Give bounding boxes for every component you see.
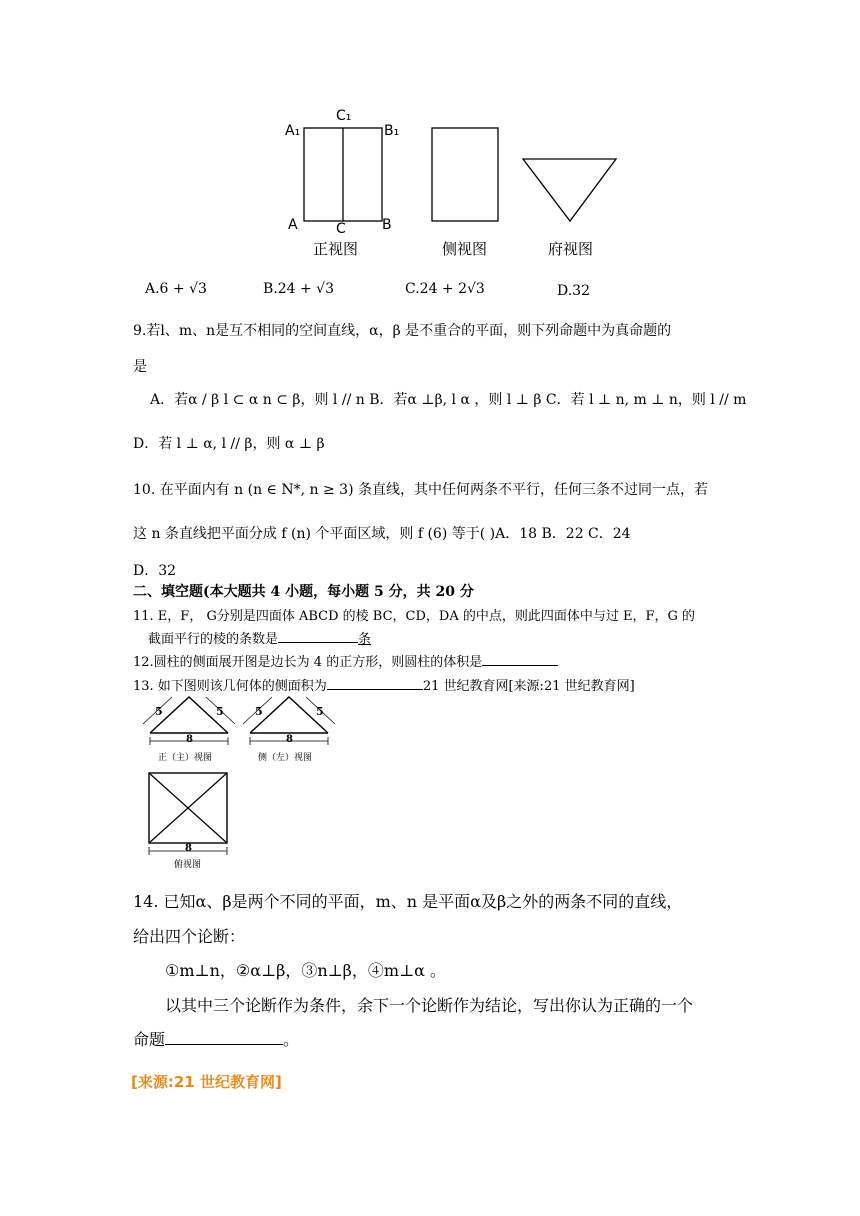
- top-view-label: 府视图: [548, 240, 594, 258]
- q9-option-d: D．若 l ⊥ α, l // β，则 α ⊥ β: [133, 436, 325, 452]
- q9-options-abc: A．若α / β l ⊂ α n ⊂ β，则 l // n B．若α ⊥β, l α ，则 l ⊥ β C．若 l ⊥ n, m ⊥ n，则 l // m: [150, 392, 747, 408]
- q13-side-caption: 侧（左）视图: [258, 753, 313, 763]
- q8-option-a: A.6 + √3: [145, 281, 207, 297]
- q13-front-dim-right: 5: [216, 705, 224, 718]
- q13-text: 13. 如下图则该几何体的侧面积为: [133, 679, 327, 694]
- q13-front-dim-base: 8: [186, 734, 193, 745]
- q10-line3: D．32: [133, 563, 177, 579]
- q14-line5-end: 。: [283, 1030, 300, 1049]
- source-tag: [来源:21 世纪教育网]: [131, 1073, 282, 1091]
- point-B: B: [382, 217, 392, 233]
- q9-stem-line2: 是: [133, 359, 147, 375]
- q14-line4: 以其中三个论断作为条件，余下一个论断作为结论，写出你认为正确的一个: [165, 996, 694, 1015]
- q10-line2: 这 n 条直线把平面分成 f (n) 个平面区域，则 f (6) 等于( )A．18 B．22 C．24: [133, 526, 631, 542]
- point-C1: C₁: [336, 108, 352, 124]
- q11-line1: 11. E，F， G分别是四面体 ABCD 的棱 BC，CD，DA 的中点，则此四面体中与过 E，F，G 的: [133, 609, 695, 624]
- point-C: C: [336, 221, 346, 237]
- q8-option-d: D.32: [557, 283, 590, 299]
- q8-option-b: B.24 + √3: [263, 281, 335, 297]
- section2-title: 二、填空题(本大题共 4 小题，每小题 5 分，共 20 分: [133, 584, 474, 600]
- point-B1: B₁: [384, 123, 400, 139]
- q14-line5-text: 命题: [133, 1030, 166, 1049]
- point-A1: A₁: [285, 123, 301, 139]
- q14-line2: 给出四个论断：: [133, 927, 246, 946]
- point-A: A: [288, 217, 298, 233]
- q12-text: 12.圆柱的侧面展开图是边长为 4 的正方形，则圆柱的体积是: [133, 655, 483, 670]
- q9-stem-line1: 9.若l、m、n是互不相同的空间直线，α，β 是不重合的平面，则下列命题中为真命题的: [133, 323, 672, 339]
- q14-line3: ①m⊥n，②α⊥β，③n⊥β，④m⊥α 。: [165, 961, 447, 980]
- q13-top-caption: 俯视图: [174, 860, 202, 870]
- side-view-label: 侧视图: [442, 240, 488, 258]
- q13-source: 21 世纪教育网[来源:21 世纪教育网]: [422, 679, 635, 694]
- q13-front-dim-left: 5: [155, 705, 163, 718]
- q11-unit: 条: [358, 632, 372, 647]
- q13-side-dim-left: 5: [255, 705, 263, 718]
- q13-top-dim-base: 8: [185, 843, 192, 854]
- q8-option-c: C.24 + 2√3: [405, 281, 485, 297]
- q10-line1: 10. 在平面内有 n (n ∈ N*, n ≥ 3) 条直线，其中任何两条不平行，任何三条不过同一点，若: [133, 482, 708, 498]
- q14-answer-blank: [165, 1030, 283, 1045]
- q13-side-dim-base: 8: [286, 734, 293, 745]
- q13-side-dim-right: 5: [316, 705, 324, 718]
- q14-line5: [133, 1027, 299, 1050]
- q14-line1: 14. 已知α、β是两个不同的平面，m、n 是平面α及β之外的两条不同的直线，: [133, 892, 683, 911]
- front-view-label: 正视图: [313, 240, 359, 258]
- q11-line2-text: 截面平行的棱的条数是: [148, 632, 279, 647]
- q13-front-caption: 正（主）视图: [158, 753, 213, 763]
